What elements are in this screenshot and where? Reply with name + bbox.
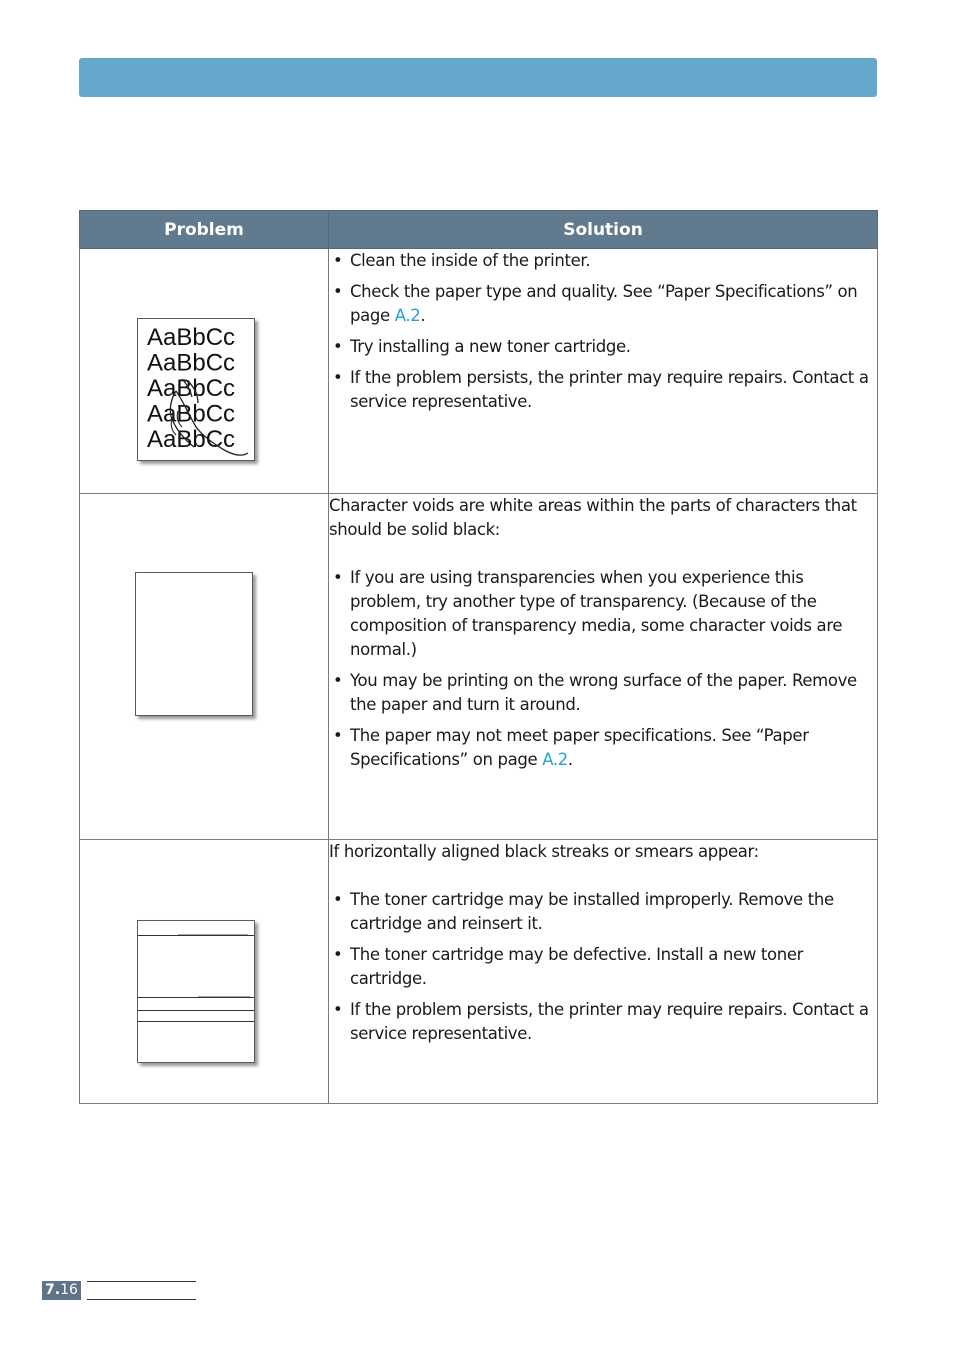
list-item: • The toner cartridge may be defective. Install a new toner cartridge. [333, 945, 804, 988]
problem-cell [80, 249, 329, 494]
page-number-badge: 7.16 [42, 1281, 81, 1300]
sample-text-line: AaBbCc [147, 324, 236, 351]
section-header-bar [79, 58, 877, 97]
sample-text-line: AaBbCc [147, 426, 236, 453]
solution-cell [329, 249, 878, 494]
problem-column-header: Problem [80, 211, 329, 249]
table-row [80, 249, 878, 494]
troubleshooting-table [79, 210, 878, 1104]
sample-text-line: AaBbCc [147, 400, 236, 428]
footer-rule [87, 1281, 196, 1300]
smeared-text-illustration [138, 319, 254, 460]
solution-list [329, 249, 877, 414]
smeared-print-sample [137, 318, 255, 461]
solution-list [329, 888, 877, 1046]
page-link[interactable]: A.2 [394, 306, 421, 325]
page-link[interactable]: A.2 [542, 750, 568, 769]
list-item: • The toner cartridge may be installed improperly. Remove the cartridge and reinsert it. [333, 890, 834, 933]
sample-text-line: AaBbCc [147, 375, 236, 402]
sample-text-line: AaBbCc [147, 349, 236, 377]
table-row [80, 494, 878, 840]
problem-cell [80, 494, 329, 840]
table-row [80, 840, 878, 1104]
solution-column-header: Solution [329, 211, 878, 249]
list-item: • You may be printing on the wrong surface of the paper. Remove the paper and turn it around. [333, 671, 857, 714]
solution-intro: If horizontally aligned black streaks or smears appear: [329, 842, 759, 861]
problem-cell [80, 840, 329, 1104]
character-voids-sample [135, 572, 253, 716]
solution-intro: Character voids are white areas within the parts of characters that should be solid black: [329, 496, 857, 539]
list-item: • If the problem persists, the printer may require repairs. Contact a service representative. [333, 1000, 869, 1043]
solution-list [329, 566, 877, 772]
solution-cell [329, 494, 878, 840]
list-item: • The paper may not meet paper specifications. See “Paper Specifications” on page A.2. [333, 726, 809, 769]
list-item: • Check the paper type and quality. See “Paper Specifications” on page A.2. [333, 282, 858, 325]
list-item: • Try installing a new toner cartridge. [333, 337, 631, 356]
horizontal-streaks-sample [137, 920, 255, 1063]
list-item: • Clean the inside of the printer. [333, 251, 591, 270]
horizontal-streaks-illustration [138, 921, 254, 1062]
list-item: • If the problem persists, the printer may require repairs. Contact a service representative. [333, 368, 869, 411]
solution-cell [329, 840, 878, 1104]
list-item: • If you are using transparencies when you experience this problem, try another type of transparency. (Because of the composition of transparency media, some character voids are normal.) [333, 568, 843, 659]
